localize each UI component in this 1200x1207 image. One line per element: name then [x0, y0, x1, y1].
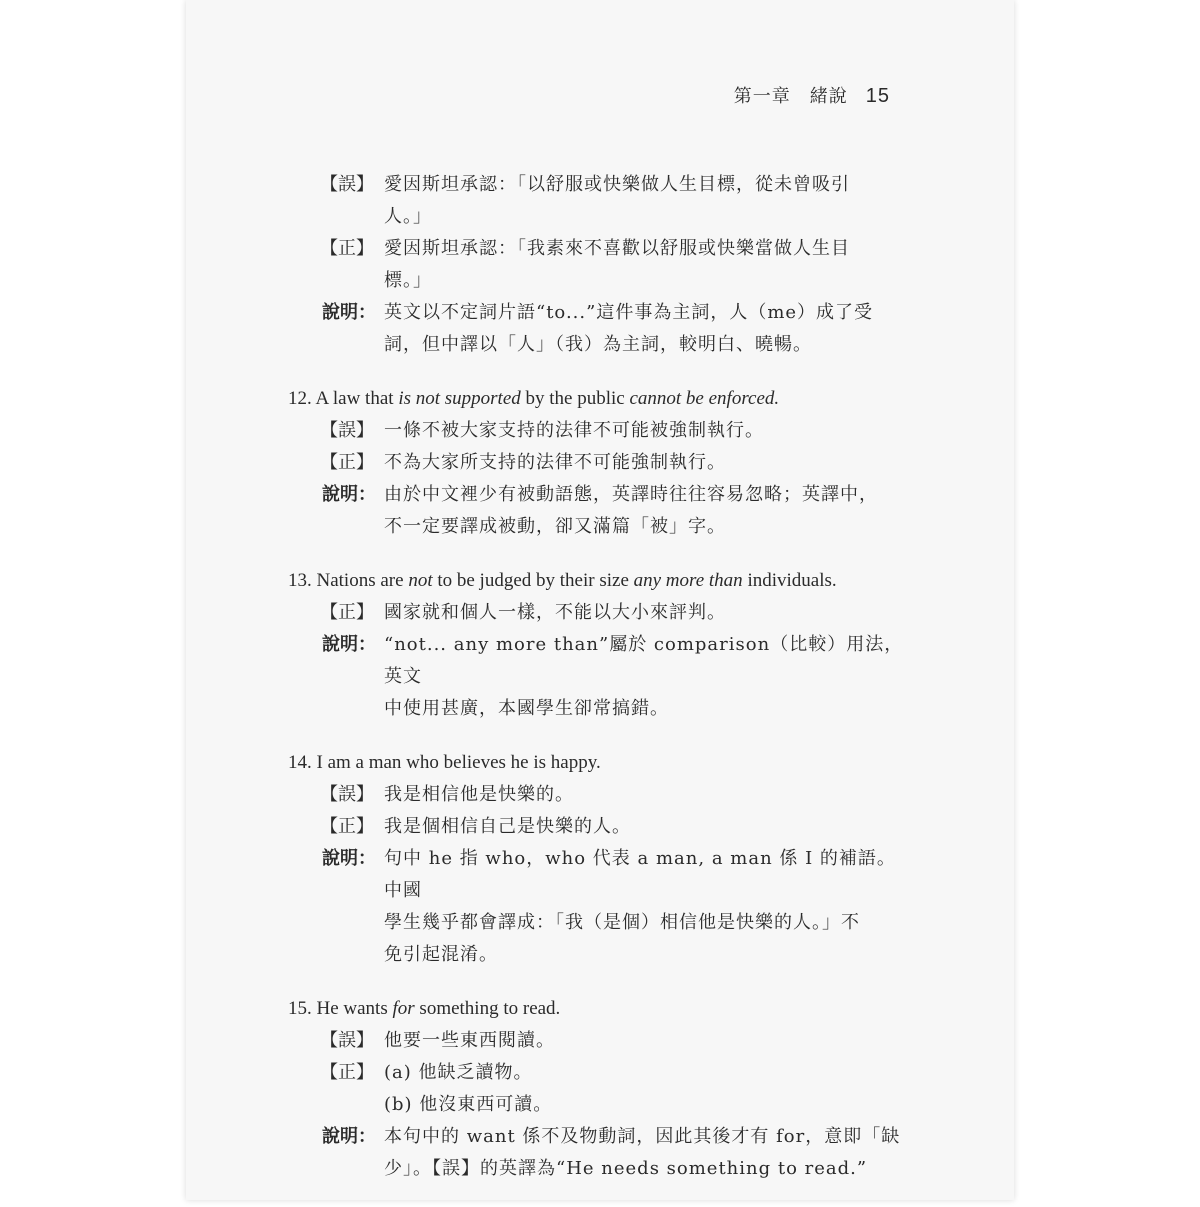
english-sentence: 15. He wants for something to read.	[288, 998, 561, 1019]
item-number: 13.	[288, 570, 312, 591]
wrong-entry	[288, 415, 908, 447]
wrong-entry	[288, 779, 908, 811]
note-label: 說明：	[322, 302, 376, 323]
wrong-text: 我是相信他是快樂的。	[384, 784, 574, 805]
note-text-1: 本句中的 want 係不及物動詞，因此其後才有 for，意即「缺	[384, 1126, 901, 1147]
right-label: 【正】	[320, 816, 374, 837]
note-label: 說明：	[322, 484, 376, 505]
note-entry	[288, 1121, 908, 1185]
note-text-2: 詞，但中譯以「人」（我）為主詞，較明白、曉暢。	[384, 334, 812, 355]
note-label: 說明：	[322, 634, 376, 655]
running-head	[734, 82, 890, 108]
english-sentence: 12. A law that is not supported by the public cannot be enforced.	[288, 388, 780, 409]
note-text-1: 由於中文裡少有被動語態，英譯時往往容易忽略；英譯中，	[384, 484, 878, 505]
right-entry	[288, 811, 908, 843]
item-number: 14.	[288, 752, 312, 773]
right-label: 【正】	[320, 1062, 374, 1083]
wrong-text: 一條不被大家支持的法律不可能被強制執行。	[384, 420, 764, 441]
note-entry	[288, 629, 908, 725]
wrong-label: 【誤】	[320, 174, 374, 195]
item-12	[288, 383, 908, 543]
note-entry	[288, 479, 908, 543]
note-text-2: 少」。【誤】的英譯為“He needs something to read.”	[384, 1158, 868, 1179]
wrong-text: 他要一些東西閱讀。	[384, 1030, 555, 1051]
right-label: 【正】	[320, 238, 374, 259]
note-text-1: 英文以不定詞片語“to...”這件事為主詞，人（me）成了受	[384, 302, 874, 323]
right-text: 國家就和個人一樣，不能以大小來評判。	[384, 602, 726, 623]
note-text-2: 學生幾乎都會譯成：「我（是個）相信他是快樂的人。」不	[384, 912, 860, 933]
wrong-text-1: 愛因斯坦承認：「以舒服或快樂做人生目標，從未曾吸引	[384, 174, 850, 195]
page-content	[288, 165, 908, 1207]
note-entry	[288, 297, 908, 361]
right-label: 【正】	[320, 452, 374, 473]
item-13	[288, 565, 908, 725]
wrong-label: 【誤】	[320, 1030, 374, 1051]
wrong-text-2: 人。」	[384, 206, 432, 227]
note-label: 說明：	[322, 848, 376, 869]
right-entry	[288, 233, 908, 297]
note-text-3: 免引起混淆。	[384, 944, 498, 965]
wrong-label: 【誤】	[320, 420, 374, 441]
right-text-b: (b) 他沒東西可讀。	[384, 1094, 553, 1115]
item-15	[288, 993, 908, 1185]
item-number: 15.	[288, 998, 312, 1019]
wrong-label: 【誤】	[320, 784, 374, 805]
note-text-1: “not... any more than”屬於 comparison（比較）用法，英文	[384, 634, 904, 687]
right-text-a: (a) 他缺乏讀物。	[384, 1062, 533, 1083]
english-sentence: 13. Nations are not to be judged by their size any more than individuals.	[288, 570, 837, 591]
chapter-title: 第一章 緒說	[733, 86, 848, 107]
wrong-entry	[288, 1025, 908, 1057]
note-text-2: 不一定要譯成被動，卻又滿篇「被」字。	[384, 516, 726, 537]
item-number: 12.	[288, 388, 312, 409]
page-number: 15	[865, 85, 890, 107]
note-label: 說明：	[322, 1126, 376, 1147]
note-entry	[288, 843, 908, 971]
right-label: 【正】	[320, 602, 374, 623]
right-entry	[288, 597, 908, 629]
note-text-1: 句中 he 指 who，who 代表 a man, a man 係 I 的補語。中國	[384, 848, 896, 901]
right-entry	[288, 1057, 908, 1121]
right-text-2: 標。」	[384, 270, 432, 291]
item-11	[288, 169, 908, 361]
right-text: 不為大家所支持的法律不可能強制執行。	[384, 452, 726, 473]
right-entry	[288, 447, 908, 479]
note-text-2: 中使用甚廣，本國學生卻常搞錯。	[384, 698, 669, 719]
right-text-1: 愛因斯坦承認：「我素來不喜歡以舒服或快樂當做人生目	[384, 238, 850, 259]
wrong-entry	[288, 169, 908, 233]
right-text: 我是個相信自己是快樂的人。	[384, 816, 631, 837]
item-14	[288, 747, 908, 971]
english-sentence: 14. I am a man who believes he is happy.	[288, 752, 601, 773]
